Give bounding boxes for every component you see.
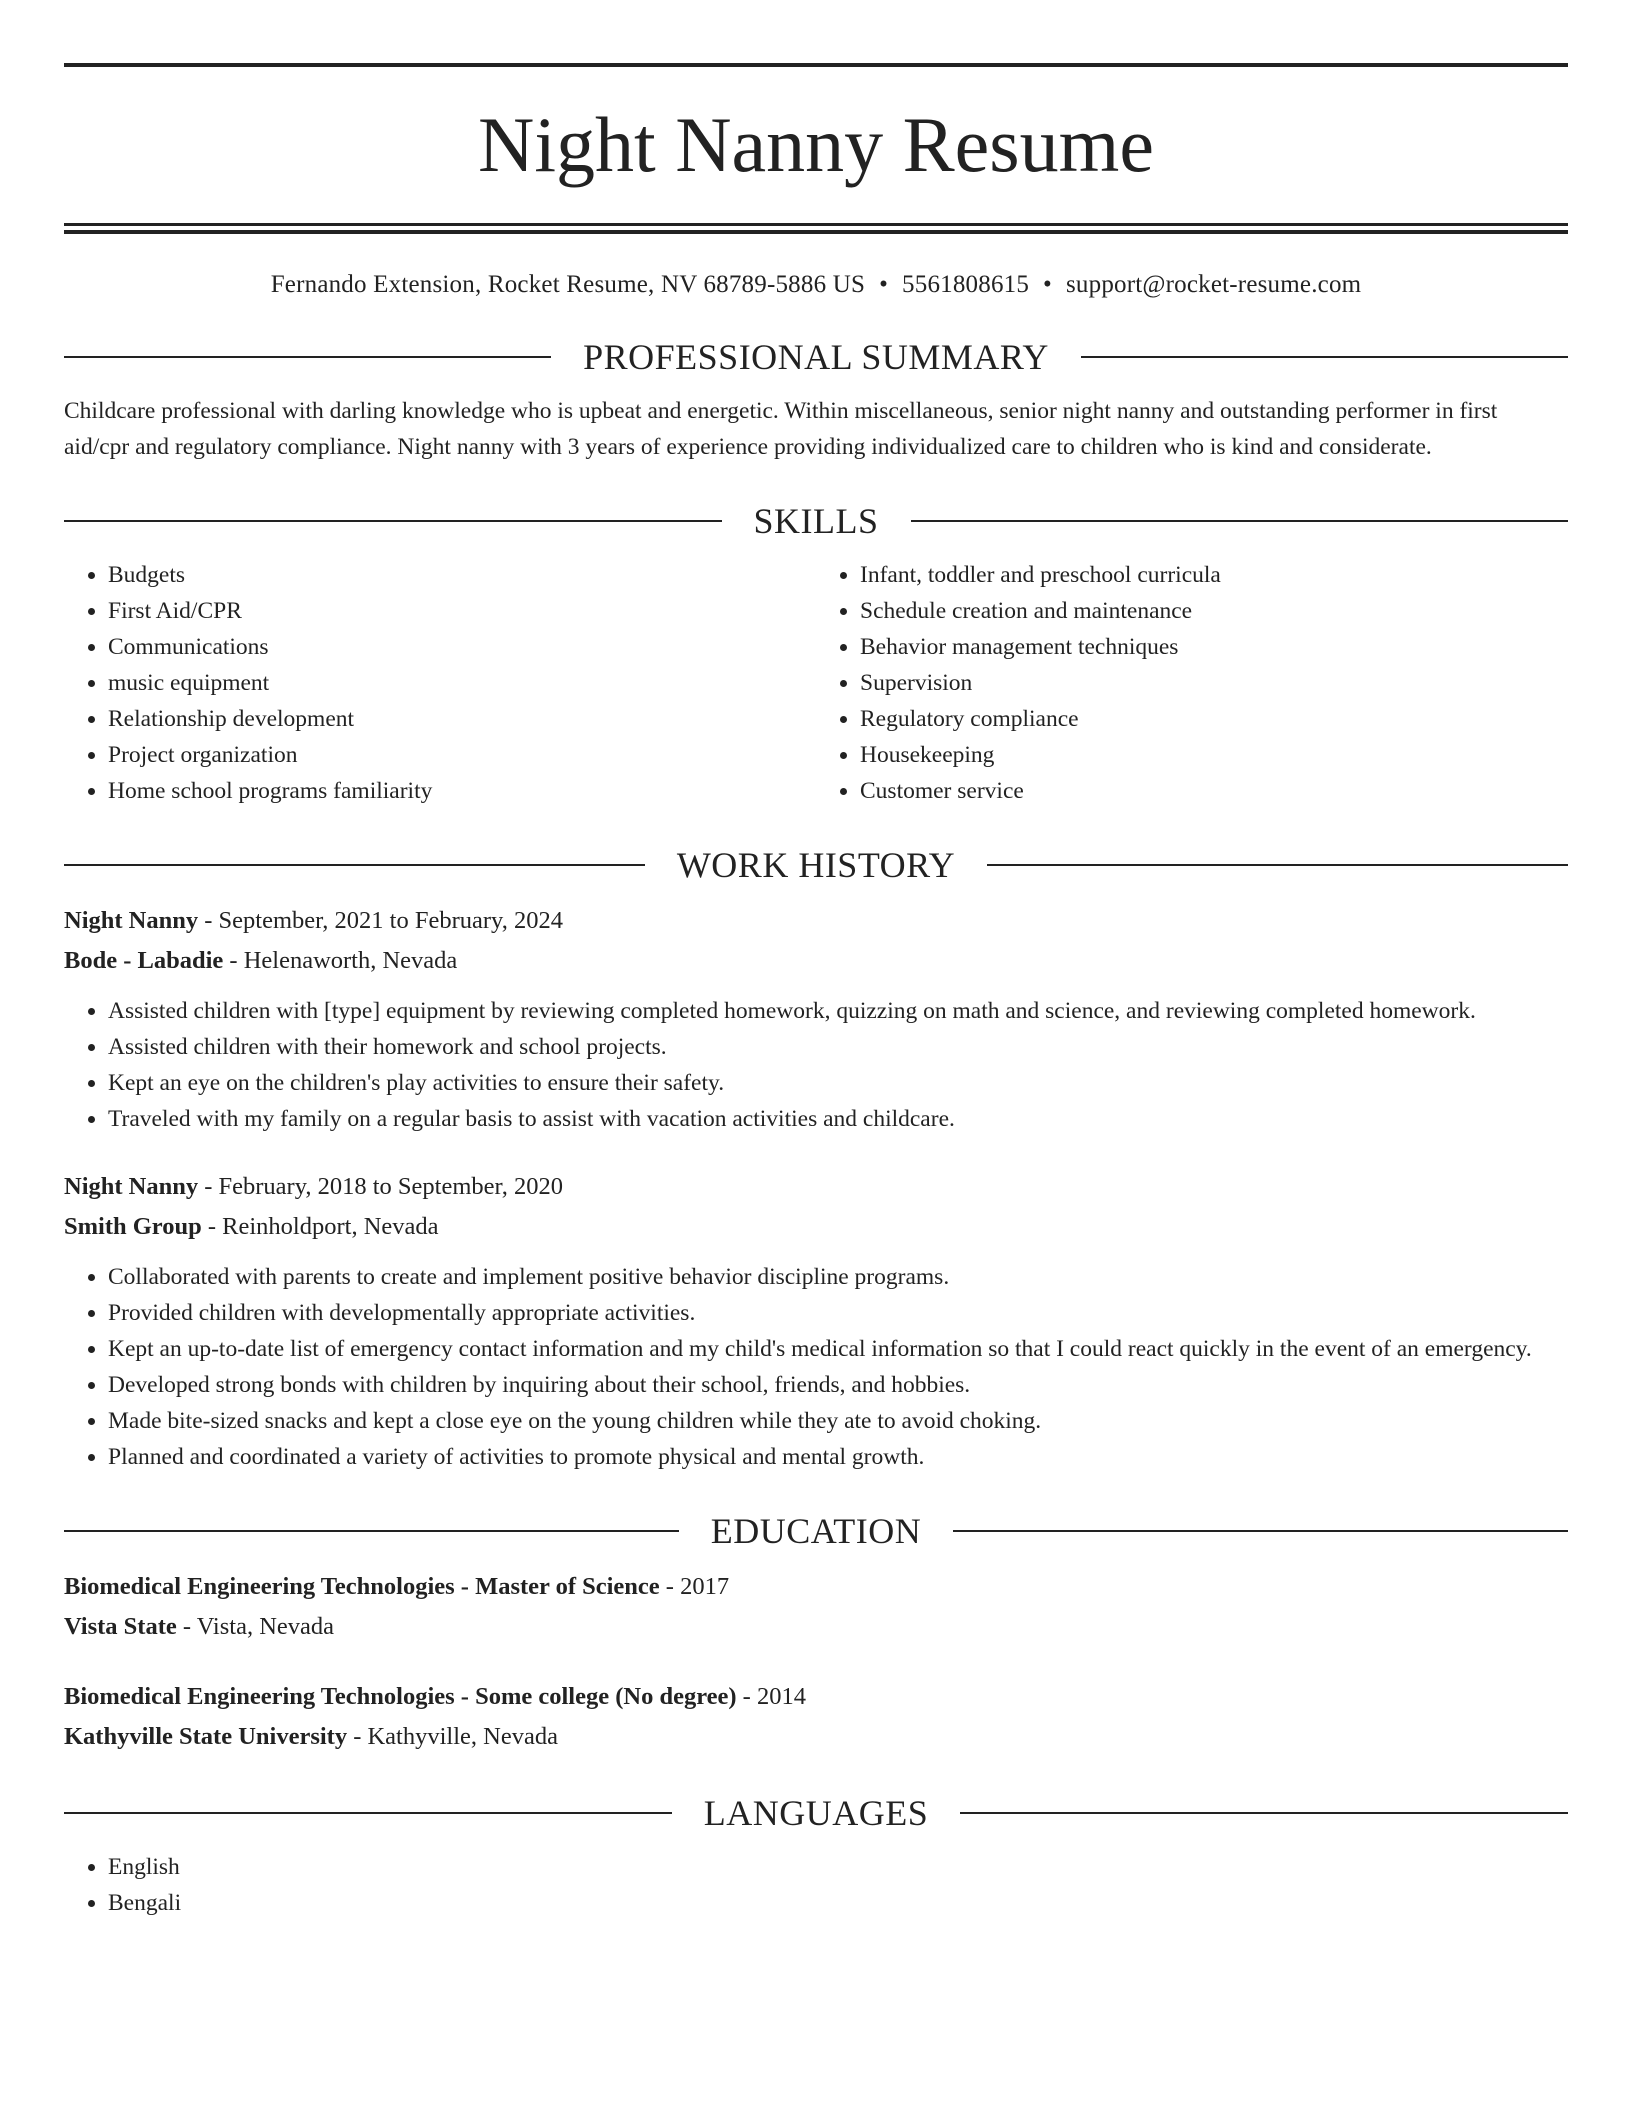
education-location: - Kathyville, Nevada	[347, 1723, 558, 1750]
skills-list-right	[816, 557, 1568, 809]
skill-item: • music equipment	[108, 665, 816, 701]
skill-item: • Supervision	[860, 665, 1568, 701]
contact-separator: •	[879, 271, 889, 298]
education-degree: Biomedical Engineering Technologies - Master of Science	[64, 1573, 660, 1600]
skill-item: • Customer service	[860, 773, 1568, 809]
skill-item: • Behavior management techniques	[860, 629, 1568, 665]
job-title: Night Nanny	[64, 1173, 199, 1200]
section-heading-languages	[64, 1791, 1568, 1835]
job-dates: - September, 2021 to February, 2024	[198, 907, 563, 934]
contact-address: Fernando Extension, Rocket Resume, NV 68789-5886 US	[270, 271, 866, 298]
job-bullet: • Kept an eye on the children's play activities to ensure their safety.	[108, 1065, 1568, 1101]
education-school-line	[64, 1717, 1568, 1757]
heading-rule	[64, 520, 722, 522]
section-title: EDUCATION	[710, 1511, 922, 1551]
education-location: - Vista, Nevada	[176, 1613, 335, 1640]
section-title: LANGUAGES	[703, 1793, 929, 1833]
job-dates: - February, 2018 to September, 2020	[198, 1173, 563, 1200]
skill-item: • Communications	[108, 629, 816, 665]
job-bullet: • Collaborated with parents to create and implement positive behavior discipline programs.	[108, 1259, 1568, 1295]
section-title: WORK HISTORY	[676, 845, 956, 885]
skill-item: • Home school programs familiarity	[108, 773, 816, 809]
skill-item: • Housekeeping	[860, 737, 1568, 773]
job-location: - Helenaworth, Nevada	[223, 947, 458, 974]
job-bullet: • Planned and coordinated a variety of activities to promote physical and mental growth.	[108, 1439, 1568, 1475]
top-rule	[64, 63, 1568, 67]
title-double-rule	[64, 223, 1568, 234]
languages-list	[64, 1849, 1568, 1921]
heading-rule	[64, 1812, 672, 1814]
job-bullet: • Developed strong bonds with children by inquiring about their school, friends, and hobbies.	[108, 1367, 1568, 1403]
skill-item: • Budgets	[108, 557, 816, 593]
education-entry	[64, 1567, 1568, 1647]
job-bullet: • Made bite-sized snacks and kept a close eye on the young children while they ate to avoid choking.	[108, 1403, 1568, 1439]
job-company: Smith Group	[64, 1213, 202, 1240]
section-heading-education	[64, 1509, 1568, 1553]
job-bullet: • Traveled with my family on a regular basis to assist with vacation activities and childcare.	[108, 1101, 1568, 1137]
job-entry	[64, 901, 1568, 1137]
education-year: - 2014	[736, 1683, 806, 1710]
heading-rule	[911, 520, 1569, 522]
job-title-line	[64, 1167, 1568, 1207]
job-entry	[64, 1167, 1568, 1475]
resume-page	[64, 0, 1568, 1921]
summary-text: Childcare professional with darling knowledge who is upbeat and energetic. Within miscellaneous, senior night nanny and outstanding performer in first aid/cpr and regulatory compliance. Night nanny with 3 years of experience providing individualized care to children who is kind and considerate.	[64, 398, 1498, 460]
job-title: Night Nanny	[64, 907, 199, 934]
section-heading-work	[64, 843, 1568, 887]
section-heading-skills	[64, 499, 1568, 543]
job-company-line	[64, 941, 1568, 981]
section-title: PROFESSIONAL SUMMARY	[583, 337, 1049, 377]
job-bullet: • Assisted children with [type] equipment by reviewing completed homework, quizzing on math and science, and reviewing completed homework.	[108, 993, 1568, 1029]
resume-title: Night Nanny Resume	[478, 101, 1154, 188]
education-entry	[64, 1677, 1568, 1757]
heading-rule	[987, 864, 1568, 866]
skills-columns	[64, 557, 1568, 809]
job-company-line	[64, 1207, 1568, 1247]
skill-item: • Project organization	[108, 737, 816, 773]
education-degree-line	[64, 1567, 1568, 1607]
heading-rule	[1081, 356, 1568, 358]
heading-rule	[64, 1530, 679, 1532]
job-company: Bode - Labadie	[64, 947, 224, 974]
skill-item: • First Aid/CPR	[108, 593, 816, 629]
education-degree-line	[64, 1677, 1568, 1717]
job-location: - Reinholdport, Nevada	[201, 1213, 439, 1240]
job-bullet: • Assisted children with their homework and school projects.	[108, 1029, 1568, 1065]
skill-item: • Relationship development	[108, 701, 816, 737]
contact-separator: •	[1043, 271, 1052, 298]
language-item: • English	[108, 1849, 1568, 1885]
skill-item: • Schedule creation and maintenance	[860, 593, 1568, 629]
job-bullet: • Kept an up-to-date list of emergency contact information and my child's medical information so that I could react quickly in the event of an emergency.	[108, 1331, 1568, 1367]
heading-rule	[953, 1530, 1568, 1532]
education-school-line	[64, 1607, 1568, 1647]
contact-email: support@rocket-resume.com	[1066, 271, 1362, 298]
heading-rule	[64, 864, 645, 866]
contact-phone: 5561808615	[902, 271, 1030, 298]
education-year: - 2017	[659, 1573, 730, 1600]
heading-rule	[960, 1812, 1568, 1814]
education-school: Kathyville State University	[64, 1723, 348, 1750]
skill-item: • Infant, toddler and preschool curricula	[860, 557, 1568, 593]
language-item: • Bengali	[108, 1885, 1568, 1921]
heading-rule	[64, 356, 551, 358]
education-school: Vista State	[64, 1613, 177, 1640]
section-title: SKILLS	[753, 501, 879, 541]
education-degree: Biomedical Engineering Technologies - Some college (No degree)	[64, 1683, 737, 1710]
section-heading-summary	[64, 335, 1568, 379]
job-bullet: • Provided children with developmentally appropriate activities.	[108, 1295, 1568, 1331]
contact-line	[64, 269, 1568, 301]
job-bullets	[64, 1259, 1568, 1475]
job-bullets	[64, 993, 1568, 1137]
skill-item: • Regulatory compliance	[860, 701, 1568, 737]
skills-list-left	[64, 557, 816, 809]
job-title-line	[64, 901, 1568, 941]
